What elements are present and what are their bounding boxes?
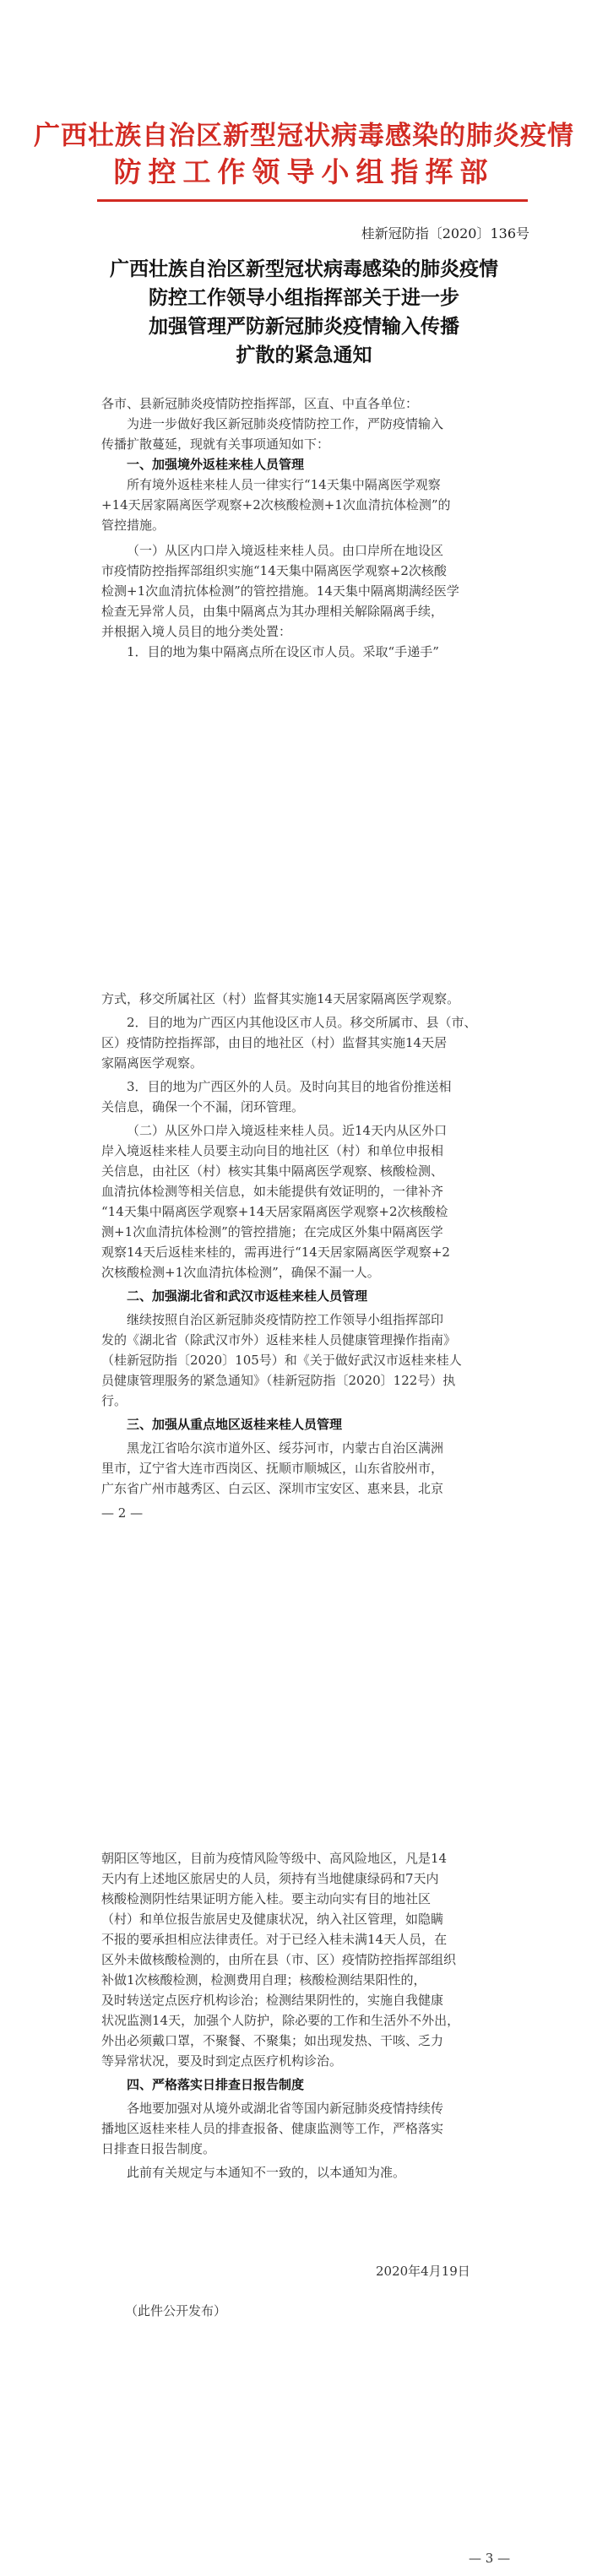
document-number: 桂新冠防指〔2020〕136号 (361, 225, 529, 241)
page-number: — 3 — (469, 2551, 511, 2566)
section-heading: 三、加强从重点地区返桂来桂人员管理 (127, 1417, 343, 1432)
body-line: 所有境外返桂来桂人员一律实行“14天集中隔离医学观察 (127, 477, 441, 492)
body-line: 岸入境返桂来桂人员要主动向目的地社区（村）和单位申报相 (101, 1143, 444, 1158)
section-heading: 一、加强境外返桂来桂人员管理 (127, 457, 305, 472)
document-title-line3: 加强管理严防新冠肺炎疫情输入传播 (149, 315, 459, 338)
document-title-line1: 广西壮族自治区新型冠状病毒感染的肺炎疫情 (110, 258, 498, 280)
document-title-line4: 扩散的紧急通知 (236, 344, 372, 366)
body-line: 关信息，由社区（村）核实其集中隔离医学观察、核酸检测、 (101, 1163, 444, 1179)
body-line: 此前有关规定与本通知不一致的，以本通知为准。 (127, 2165, 406, 2180)
body-line: 状况监测14天，加强个人防护，除必要的工作和生活外不外出， (101, 2013, 460, 2028)
body-line: 方式，移交所属社区（村）监督其实施14天居家隔离医学观察。 (101, 991, 460, 1006)
body-line: 观察14天后返桂来桂的，需再进行“14天居家隔离医学观察+2 (101, 1245, 450, 1260)
body-line: 检查无异常人员，由集中隔离点为其办理相关解除隔离手续， (101, 604, 444, 619)
body-line: 及时转送定点医疗机构诊治；检测结果阴性的，实施自我健康 (101, 1993, 444, 2008)
body-line: （二）从区外口岸入境返桂来桂人员。近14天内从区外口 (127, 1123, 448, 1138)
body-line: 不报的要承担相应法律责任。对于已经入桂未满14天人员，在 (101, 1932, 448, 1947)
body-line: 行。 (101, 1393, 128, 1408)
body-line: 次核酸检测+1次血清抗体检测”，确保不漏一人。 (101, 1265, 380, 1280)
issuer-name-line2: 防控工作领导小组指挥部 (113, 155, 495, 188)
body-line: “14天集中隔离医学观察+14天居家隔离医学观察+2次核酸检 (101, 1204, 448, 1219)
body-line: 等异常状况，要及时到定点医疗机构诊治。 (101, 2053, 343, 2069)
body-line: 区外未做核酸检测的，由所在县（市、区）疫情防控指挥部组织 (101, 1952, 457, 1967)
body-line: 员健康管理服务的紧急通知》（桂新冠防指〔2020〕122号）执 (101, 1373, 456, 1388)
body-line: （村）和单位报告旅居史及健康状况，纳入社区管理，如隐瞒 (101, 1912, 444, 1927)
section-heading: 二、加强湖北省和武汉市返桂来桂人员管理 (127, 1288, 368, 1304)
document-title-line2: 防控工作领导小组指挥部关于进一步 (149, 286, 459, 309)
body-line: 2．目的地为广西区内其他设区市人员。移交所属市、县（市、 (127, 1015, 477, 1030)
body-line: （一）从区内口岸入境返桂来桂人员。由口岸所在地设区 (127, 543, 444, 558)
sign-date: 2020年4月19日 (376, 2264, 470, 2279)
body-line: 传播扩散蔓延，现就有关事项通知如下： (101, 437, 330, 452)
body-line: 播地区返桂来桂人员的排查报备、健康监测等工作，严格落实 (101, 2121, 444, 2136)
body-line: 继续按照自治区新冠肺炎疫情防控工作领导小组指挥部印 (127, 1312, 444, 1327)
body-line: 测+1次血清抗体检测”的管控措施；在完成区外集中隔离医学 (101, 1224, 443, 1239)
body-line: 1．目的地为集中隔离点所在设区市人员。采取“手递手” (127, 644, 439, 659)
body-line: 家隔离医学观察。 (101, 1055, 204, 1071)
body-line: 外出必须戴口罩，不聚餐、不聚集；如出现发热、干咳、乏力 (101, 2033, 444, 2048)
body-line: 日排查日报告制度。 (101, 2141, 216, 2156)
body-line: 里市，辽宁省大连市西岗区、抚顺市顺城区，山东省胶州市， (101, 1461, 444, 1476)
page-number: — 2 — (101, 1505, 144, 1521)
body-line: 管控措施。 (101, 518, 166, 533)
body-line: 为进一步做好我区新冠肺炎疫情防控工作，严防疫情输入 (127, 416, 444, 431)
section-heading: 四、严格落实日排查日报告制度 (127, 2077, 305, 2092)
body-line: 广东省广州市越秀区、白云区、深圳市宝安区、惠来县，北京 (101, 1481, 444, 1496)
red-divider (97, 199, 528, 202)
body-line: 3．目的地为广西区外的人员。及时向其目的地省份推送相 (127, 1079, 452, 1094)
body-line: 区）疫情防控指挥部，由目的地社区（村）监督其实施14天居 (101, 1035, 448, 1050)
body-line: （桂新冠防指〔2020〕105号）和《关于做好武汉市返桂来桂人 (101, 1353, 462, 1368)
body-line: 发的《湖北省（除武汉市外）返桂来桂人员健康管理操作指南》 (101, 1332, 457, 1348)
body-line: 并根据入境人员目的地分类处置： (101, 624, 292, 639)
salutation: 各市、县新冠肺炎疫情防控指挥部，区直、中直各单位： (101, 396, 419, 411)
body-line: 关信息，确保一个不漏，闭环管理。 (101, 1099, 305, 1114)
body-line: 核酸检测阴性结果证明方能入桂。要主动向实有目的地社区 (101, 1891, 432, 1906)
body-line: 补做1次核酸检测，检测费用自理；核酸检测结果阳性的， (101, 1972, 426, 1988)
body-line: 检测+1次血清抗体检测”的管控措施。14天集中隔离期满经医学 (101, 583, 459, 599)
body-line: 黑龙江省哈尔滨市道外区、绥芬河市，内蒙古自治区满洲 (127, 1440, 444, 1456)
body-line: 血清抗体检测等相关信息，如未能提供有效证明的，一律补齐 (101, 1184, 444, 1199)
body-line: 朝阳区等地区，目前为疫情风险等级中、高风险地区，凡是14 (101, 1851, 448, 1866)
issuer-name-line1: 广西壮族自治区新型冠状病毒感染的肺炎疫情 (34, 121, 574, 151)
body-line: 市疫情防控指挥部组织实施“14天集中隔离医学观察+2次核酸 (101, 563, 447, 578)
page-3 (0, 1715, 608, 2576)
body-line: 各地要加强对从境外或湖北省等国内新冠肺炎疫情持续传 (127, 2101, 444, 2116)
body-line: +14天居家隔离医学观察+2次核酸检测+1次血清抗体检测”的 (101, 497, 451, 512)
body-line: 天内有上述地区旅居史的人员，须持有当地健康绿码和7天内 (101, 1871, 439, 1886)
public-release-note: （此件公开发布） (125, 2303, 227, 2318)
page-2 (0, 855, 608, 1715)
page-1 (0, 0, 608, 855)
